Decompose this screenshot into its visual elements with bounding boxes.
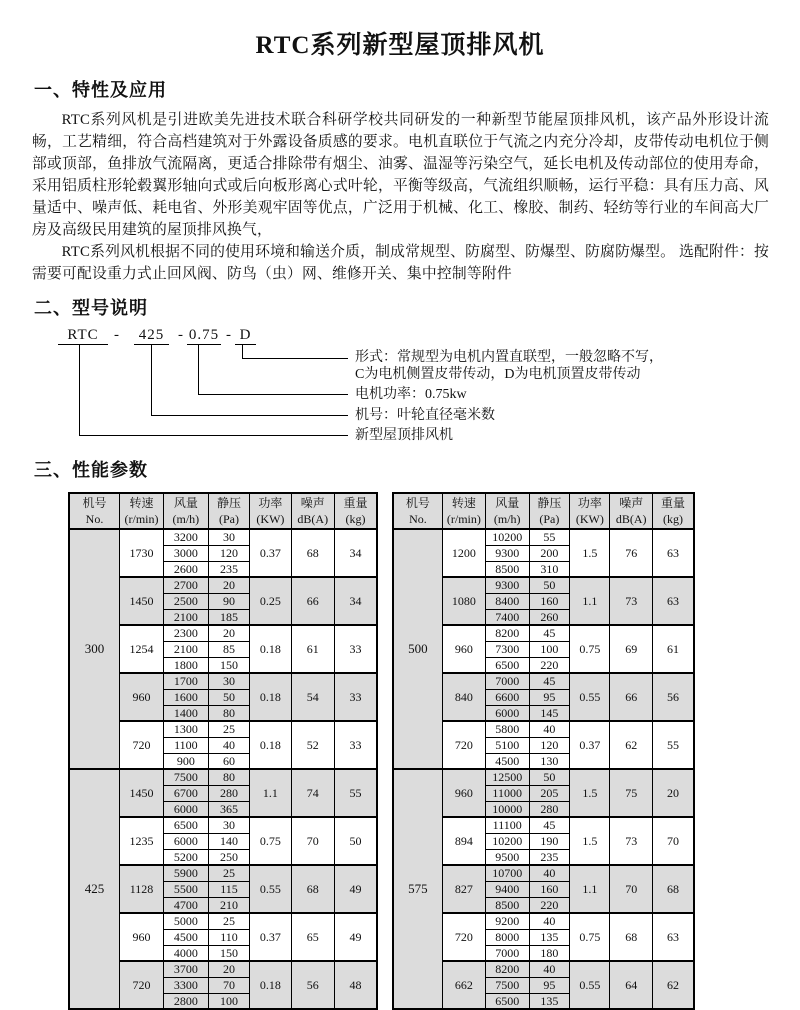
features-paragraph-1: RTC系列风机是引进欧美先进技术联合科研学校共同研发的一种新型节能屋顶排风机，该产品外形设计流畅，工艺精细，符合高档建筑对于外露设备质感的要求。电机直联位于气流之内充分冷却，皮带传动电机位于侧部或顶部，鱼排放气流隔离，更适合排除带有烟尘、油雾、温湿等污染空气，延长电机及传动部位的使用寿命，采用铝质柱形轮毂翼形轴向式或后向板形离心式叶轮，平衡等级高，气流组织顺畅，运行平稳：具有压力高、风量适中、噪声低、耗电省、外形美观牢固等优点，广泛用于机械、化工、橡胶、制药、轻纺等行业的车间高大厂房及高级民用建筑的屋顶排风换气，: [32, 112, 769, 238]
cell-noise: 52: [291, 721, 334, 769]
cell-flow: 10200: [485, 833, 529, 849]
cell-weight: 55: [334, 769, 377, 817]
cell-pressure: 210: [208, 897, 250, 913]
cell-speed: 960: [442, 769, 485, 817]
cell-flow: 11000: [485, 785, 529, 801]
cell-flow: 1300: [164, 721, 209, 737]
cell-flow: 10700: [485, 865, 529, 881]
cell-pressure: 90: [208, 593, 250, 609]
cell-speed: 960: [120, 673, 164, 721]
cell-speed: 1730: [120, 529, 164, 577]
cell-weight: 34: [334, 529, 377, 577]
cell-model: 300: [69, 529, 120, 769]
cell-speed: 1080: [442, 577, 485, 625]
cell-power: 0.75: [250, 817, 291, 865]
col-header-speed: 转速 (r/min): [442, 493, 485, 529]
cell-pressure: 110: [208, 929, 250, 945]
cell-weight: 56: [652, 673, 694, 721]
connector-line-series: [79, 345, 80, 435]
cell-noise: 65: [291, 913, 334, 961]
cell-noise: 76: [610, 529, 652, 577]
cell-flow: 900: [164, 753, 209, 769]
col-header-noise: 噪声 dB(A): [291, 493, 334, 529]
cell-pressure: 25: [208, 913, 250, 929]
cell-pressure: 20: [208, 961, 250, 977]
cell-power: 0.18: [250, 625, 291, 673]
cell-flow: 5100: [485, 737, 529, 753]
cell-pressure: 120: [529, 737, 570, 753]
cell-power: 0.25: [250, 577, 291, 625]
connector-line-size: [151, 415, 348, 416]
cell-noise: 66: [610, 673, 652, 721]
cell-flow: 5000: [164, 913, 209, 929]
cell-pressure: 85: [208, 641, 250, 657]
cell-pressure: 25: [208, 865, 250, 881]
cell-pressure: 30: [208, 673, 250, 689]
cell-power: 1.5: [570, 769, 610, 817]
cell-speed: 840: [442, 673, 485, 721]
col-header-power: 功率 (KW): [570, 493, 610, 529]
cell-weight: 48: [334, 961, 377, 1009]
cell-pressure: 250: [208, 849, 250, 865]
cell-flow: 7300: [485, 641, 529, 657]
col-header-flow: 风量 (m/h): [485, 493, 529, 529]
section-model-heading: 二、型号说明: [34, 298, 148, 318]
cell-flow: 6500: [485, 993, 529, 1009]
cell-pressure: 190: [529, 833, 570, 849]
col-header-noise: 噪声 dB(A): [610, 493, 652, 529]
cell-weight: 62: [652, 961, 694, 1009]
cell-model: 425: [69, 769, 120, 1009]
cell-power: 0.75: [570, 913, 610, 961]
cell-speed: 720: [442, 721, 485, 769]
cell-power: 0.37: [250, 913, 291, 961]
cell-flow: 2600: [164, 561, 209, 577]
cell-pressure: 50: [529, 577, 570, 593]
cell-pressure: 100: [529, 641, 570, 657]
cell-flow: 9200: [485, 913, 529, 929]
table-row: [393, 529, 694, 545]
connector-line-form: [242, 358, 348, 359]
cell-flow: 3300: [164, 977, 209, 993]
cell-flow: 2300: [164, 625, 209, 641]
table-row: [69, 769, 377, 785]
cell-flow: 5200: [164, 849, 209, 865]
cell-pressure: 120: [208, 545, 250, 561]
col-header-weight: 重量 (kg): [652, 493, 694, 529]
cell-weight: 49: [334, 865, 377, 913]
col-header-weight: 重量 (kg): [334, 493, 377, 529]
model-separator-2: -: [178, 327, 183, 343]
cell-weight: 20: [652, 769, 694, 817]
cell-flow: 6000: [164, 801, 209, 817]
cell-noise: 62: [610, 721, 652, 769]
cell-pressure: 80: [208, 705, 250, 721]
cell-noise: 68: [291, 529, 334, 577]
cell-pressure: 55: [529, 529, 570, 545]
connector-line-form: [242, 345, 243, 358]
cell-speed: 1450: [120, 577, 164, 625]
cell-flow: 9300: [485, 577, 529, 593]
cell-power: 0.55: [250, 865, 291, 913]
cell-flow: 8500: [485, 897, 529, 913]
col-header-speed: 转速 (r/min): [120, 493, 164, 529]
cell-pressure: 205: [529, 785, 570, 801]
cell-pressure: 95: [529, 689, 570, 705]
cell-power: 0.18: [250, 961, 291, 1009]
cell-pressure: 40: [529, 865, 570, 881]
model-form-code: D: [235, 327, 256, 345]
features-paragraph-2: RTC系列风机根据不同的使用环境和输送介质，制成常规型、防腐型、防爆型、防腐防爆型。 选配附件：按需要可配设重力式止回风阀、防鸟（虫）网、维修开关、集中控制等附件: [32, 244, 769, 282]
cell-weight: 33: [334, 721, 377, 769]
cell-pressure: 20: [208, 577, 250, 593]
model-power-label: 电机功率：0.75kw: [355, 387, 467, 402]
cell-flow: 8000: [485, 929, 529, 945]
cell-flow: 2500: [164, 593, 209, 609]
cell-weight: 34: [334, 577, 377, 625]
model-separator-3: -: [226, 327, 231, 343]
col-header-flow: 风量 (m/h): [164, 493, 209, 529]
col-header-model: 机号 No.: [69, 493, 120, 529]
cell-noise: 56: [291, 961, 334, 1009]
cell-flow: 7500: [485, 977, 529, 993]
section-performance-heading: 三、性能参数: [34, 460, 148, 480]
cell-pressure: 180: [529, 945, 570, 961]
cell-pressure: 135: [529, 929, 570, 945]
cell-flow: 7500: [164, 769, 209, 785]
header-row: [69, 493, 377, 529]
cell-flow: 4700: [164, 897, 209, 913]
cell-weight: 33: [334, 673, 377, 721]
cell-power: 1.1: [250, 769, 291, 817]
cell-flow: 9300: [485, 545, 529, 561]
performance-table-right: [392, 492, 695, 1010]
cell-power: 0.75: [570, 625, 610, 673]
cell-pressure: 130: [529, 753, 570, 769]
cell-flow: 7400: [485, 609, 529, 625]
page-title: RTC系列新型屋顶排风机: [255, 32, 545, 59]
cell-flow: 1100: [164, 737, 209, 753]
cell-flow: 1400: [164, 705, 209, 721]
cell-pressure: 160: [529, 881, 570, 897]
cell-pressure: 80: [208, 769, 250, 785]
cell-pressure: 145: [529, 705, 570, 721]
cell-noise: 70: [610, 865, 652, 913]
cell-flow: 6700: [164, 785, 209, 801]
cell-speed: 827: [442, 865, 485, 913]
cell-noise: 73: [610, 817, 652, 865]
cell-weight: 49: [334, 913, 377, 961]
cell-flow: 7000: [485, 945, 529, 961]
cell-pressure: 40: [529, 961, 570, 977]
cell-noise: 68: [291, 865, 334, 913]
col-header-power: 功率 (KW): [250, 493, 291, 529]
cell-flow: 2100: [164, 641, 209, 657]
cell-pressure: 160: [529, 593, 570, 609]
cell-pressure: 50: [208, 689, 250, 705]
cell-pressure: 200: [529, 545, 570, 561]
cell-power: 0.37: [250, 529, 291, 577]
model-size-label: 机号：叶轮直径毫米数: [355, 408, 495, 423]
cell-noise: 70: [291, 817, 334, 865]
cell-weight: 68: [652, 865, 694, 913]
cell-flow: 4000: [164, 945, 209, 961]
cell-pressure: 310: [529, 561, 570, 577]
connector-line-series: [79, 435, 348, 436]
header-row: [393, 493, 694, 529]
cell-speed: 720: [442, 913, 485, 961]
connector-line-size: [151, 345, 152, 415]
table-row: [69, 529, 377, 545]
model-power-code: 0.75: [188, 327, 220, 343]
cell-speed: 1254: [120, 625, 164, 673]
cell-pressure: 45: [529, 625, 570, 641]
cell-speed: 960: [120, 913, 164, 961]
model-form-label: [355, 349, 663, 383]
cell-pressure: 115: [208, 881, 250, 897]
model-series-code: RTC: [58, 327, 108, 345]
cell-pressure: 30: [208, 529, 250, 545]
cell-flow: 6500: [485, 657, 529, 673]
col-header-pressure: 静压 (Pa): [208, 493, 250, 529]
cell-flow: 5800: [485, 721, 529, 737]
cell-flow: 2800: [164, 993, 209, 1009]
cell-pressure: 70: [208, 977, 250, 993]
cell-flow: 7000: [485, 673, 529, 689]
cell-power: 0.18: [250, 721, 291, 769]
cell-pressure: 185: [208, 609, 250, 625]
cell-weight: 55: [652, 721, 694, 769]
cell-noise: 61: [291, 625, 334, 673]
cell-weight: 63: [652, 577, 694, 625]
cell-noise: 66: [291, 577, 334, 625]
cell-pressure: 140: [208, 833, 250, 849]
cell-flow: 9400: [485, 881, 529, 897]
cell-speed: 662: [442, 961, 485, 1009]
cell-flow: 12500: [485, 769, 529, 785]
model-series-label: 新型屋顶排风机: [355, 428, 453, 443]
model-form-label-line1: 形式：常规型为电机内置直联型，一般忽略不写，: [355, 350, 663, 365]
cell-power: 1.5: [570, 529, 610, 577]
cell-noise: 73: [610, 577, 652, 625]
cell-flow: 6500: [164, 817, 209, 833]
cell-model: 575: [393, 769, 442, 1009]
cell-noise: 54: [291, 673, 334, 721]
connector-line-power: [198, 345, 199, 394]
cell-flow: 3200: [164, 529, 209, 545]
cell-pressure: 150: [208, 945, 250, 961]
cell-noise: 69: [610, 625, 652, 673]
cell-power: 0.37: [570, 721, 610, 769]
cell-flow: 4500: [164, 929, 209, 945]
cell-pressure: 95: [529, 977, 570, 993]
cell-power: 0.55: [570, 961, 610, 1009]
cell-flow: 2700: [164, 577, 209, 593]
cell-pressure: 25: [208, 721, 250, 737]
cell-weight: 61: [652, 625, 694, 673]
table-row: [393, 769, 694, 785]
cell-pressure: 235: [529, 849, 570, 865]
cell-pressure: 40: [529, 721, 570, 737]
cell-pressure: 45: [529, 817, 570, 833]
cell-pressure: 220: [529, 897, 570, 913]
cell-flow: 8200: [485, 625, 529, 641]
col-header-pressure: 静压 (Pa): [529, 493, 570, 529]
cell-speed: 1200: [442, 529, 485, 577]
cell-pressure: 45: [529, 673, 570, 689]
cell-flow: 8400: [485, 593, 529, 609]
cell-flow: 11100: [485, 817, 529, 833]
cell-power: 0.55: [570, 673, 610, 721]
cell-pressure: 135: [529, 993, 570, 1009]
model-separator-1: -: [114, 327, 119, 343]
cell-weight: 50: [334, 817, 377, 865]
cell-flow: 5500: [164, 881, 209, 897]
cell-speed: 1235: [120, 817, 164, 865]
cell-pressure: 260: [529, 609, 570, 625]
cell-model: 500: [393, 529, 442, 769]
cell-pressure: 365: [208, 801, 250, 817]
cell-pressure: 60: [208, 753, 250, 769]
cell-speed: 960: [442, 625, 485, 673]
cell-noise: 64: [610, 961, 652, 1009]
cell-flow: 6600: [485, 689, 529, 705]
cell-pressure: 280: [208, 785, 250, 801]
cell-noise: 75: [610, 769, 652, 817]
cell-pressure: 50: [529, 769, 570, 785]
cell-speed: 894: [442, 817, 485, 865]
cell-power: 0.18: [250, 673, 291, 721]
cell-weight: 70: [652, 817, 694, 865]
cell-weight: 33: [334, 625, 377, 673]
section-features-heading: 一、特性及应用: [34, 80, 167, 100]
cell-flow: 1700: [164, 673, 209, 689]
cell-pressure: 40: [529, 913, 570, 929]
performance-table-left: [68, 492, 378, 1010]
col-header-model: 机号 No.: [393, 493, 442, 529]
cell-flow: 2100: [164, 609, 209, 625]
cell-flow: 1800: [164, 657, 209, 673]
cell-speed: 1450: [120, 769, 164, 817]
cell-flow: 6000: [485, 705, 529, 721]
cell-weight: 63: [652, 913, 694, 961]
model-size-code: 425: [134, 327, 169, 345]
cell-speed: 1128: [120, 865, 164, 913]
connector-line-power: [198, 394, 348, 395]
cell-pressure: 235: [208, 561, 250, 577]
cell-flow: 4500: [485, 753, 529, 769]
cell-power: 1.1: [570, 577, 610, 625]
cell-flow: 3700: [164, 961, 209, 977]
cell-noise: 74: [291, 769, 334, 817]
cell-pressure: 30: [208, 817, 250, 833]
cell-flow: 3000: [164, 545, 209, 561]
cell-flow: 5900: [164, 865, 209, 881]
cell-flow: 9500: [485, 849, 529, 865]
cell-flow: 8200: [485, 961, 529, 977]
model-form-label-line2: C为电机侧置皮带传动，D为电机顶置皮带传动: [355, 367, 641, 382]
performance-tables: [68, 492, 800, 1010]
cell-flow: 6000: [164, 833, 209, 849]
cell-power: 1.1: [570, 865, 610, 913]
cell-speed: 720: [120, 961, 164, 1009]
cell-flow: 8500: [485, 561, 529, 577]
cell-flow: 10000: [485, 801, 529, 817]
cell-pressure: 20: [208, 625, 250, 641]
cell-pressure: 280: [529, 801, 570, 817]
cell-noise: 68: [610, 913, 652, 961]
cell-speed: 720: [120, 721, 164, 769]
cell-pressure: 220: [529, 657, 570, 673]
cell-pressure: 100: [208, 993, 250, 1009]
model-diagram: [58, 327, 800, 453]
cell-flow: 10200: [485, 529, 529, 545]
cell-flow: 1600: [164, 689, 209, 705]
cell-pressure: 40: [208, 737, 250, 753]
cell-power: 1.5: [570, 817, 610, 865]
cell-pressure: 150: [208, 657, 250, 673]
cell-weight: 63: [652, 529, 694, 577]
